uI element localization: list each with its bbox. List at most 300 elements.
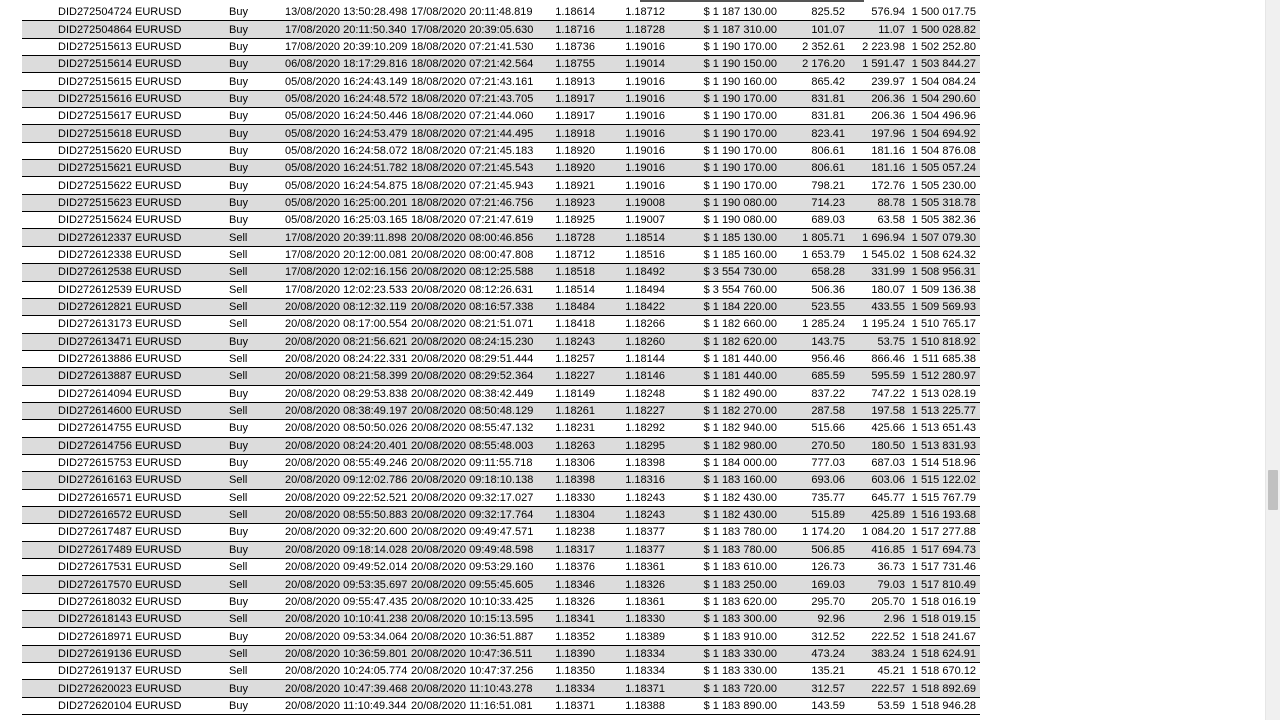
gross-profit-cell: 1 174.20 bbox=[781, 524, 849, 541]
close-price-cell: 1.18388 bbox=[601, 697, 671, 714]
gross-profit-cell: 295.70 bbox=[781, 593, 849, 610]
table-row bbox=[22, 628, 980, 645]
open-price-cell: 1.18614 bbox=[541, 4, 601, 21]
balance-cell: 1 513 651.43 bbox=[909, 420, 980, 437]
deal-id-cell: DID272615753 bbox=[22, 454, 135, 471]
symbol-cell: EURUSD bbox=[135, 489, 223, 506]
close-time-cell: 18/08/2020 07:21:47.619 bbox=[411, 212, 541, 229]
gross-profit-cell: 865.42 bbox=[781, 73, 849, 90]
deal-id-cell: DID272616571 bbox=[22, 489, 135, 506]
balance-cell: 1 513 225.77 bbox=[909, 402, 980, 419]
gross-profit-cell: 689.03 bbox=[781, 212, 849, 229]
open-price-cell: 1.18149 bbox=[541, 385, 601, 402]
open-price-cell: 1.18330 bbox=[541, 489, 601, 506]
open-time-cell: 20/08/2020 09:55:47.435 bbox=[285, 593, 411, 610]
table-row bbox=[22, 108, 980, 125]
deal-id-cell: DID272618971 bbox=[22, 628, 135, 645]
net-profit-cell: 222.52 bbox=[849, 628, 909, 645]
table-row bbox=[22, 56, 980, 73]
trade-type-cell: Buy bbox=[223, 4, 285, 21]
open-time-cell: 20/08/2020 09:53:35.697 bbox=[285, 576, 411, 593]
balance-cell: 1 508 624.32 bbox=[909, 246, 980, 263]
volume-cell: $ 1 182 490.00 bbox=[671, 385, 781, 402]
gross-profit-cell: 685.59 bbox=[781, 368, 849, 385]
volume-cell: $ 1 185 160.00 bbox=[671, 246, 781, 263]
trade-type-cell: Sell bbox=[223, 576, 285, 593]
table-row bbox=[22, 4, 980, 21]
volume-cell: $ 1 183 330.00 bbox=[671, 645, 781, 662]
open-price-cell: 1.18398 bbox=[541, 472, 601, 489]
net-profit-cell: 331.99 bbox=[849, 264, 909, 281]
gross-profit-cell: 1 653.79 bbox=[781, 246, 849, 263]
close-price-cell: 1.19016 bbox=[601, 90, 671, 107]
open-time-cell: 20/08/2020 08:17:00.554 bbox=[285, 316, 411, 333]
close-time-cell: 20/08/2020 10:47:37.256 bbox=[411, 663, 541, 680]
net-profit-cell: 1 195.24 bbox=[849, 316, 909, 333]
volume-cell: $ 1 187 310.00 bbox=[671, 21, 781, 38]
deal-id-cell: DID272515624 bbox=[22, 212, 135, 229]
close-price-cell: 1.18243 bbox=[601, 506, 671, 523]
open-time-cell: 20/08/2020 09:22:52.521 bbox=[285, 489, 411, 506]
gross-profit-cell: 169.03 bbox=[781, 576, 849, 593]
volume-cell: $ 1 181 440.00 bbox=[671, 350, 781, 367]
trade-type-cell: Buy bbox=[223, 142, 285, 159]
net-profit-cell: 603.06 bbox=[849, 472, 909, 489]
open-price-cell: 1.18736 bbox=[541, 38, 601, 55]
volume-cell: $ 1 187 130.00 bbox=[671, 4, 781, 21]
balance-cell: 1 518 892.69 bbox=[909, 680, 980, 697]
table-row bbox=[22, 385, 980, 402]
balance-cell: 1 518 670.12 bbox=[909, 663, 980, 680]
trade-type-cell: Buy bbox=[223, 177, 285, 194]
open-price-cell: 1.18261 bbox=[541, 402, 601, 419]
close-price-cell: 1.18492 bbox=[601, 264, 671, 281]
table-row bbox=[22, 559, 980, 576]
close-time-cell: 20/08/2020 08:38:42.449 bbox=[411, 385, 541, 402]
table-row bbox=[22, 576, 980, 593]
balance-cell: 1 517 731.46 bbox=[909, 559, 980, 576]
deal-id-cell: DID272617489 bbox=[22, 541, 135, 558]
vertical-scrollbar[interactable] bbox=[1265, 0, 1280, 720]
close-time-cell: 20/08/2020 09:55:45.605 bbox=[411, 576, 541, 593]
close-price-cell: 1.18361 bbox=[601, 593, 671, 610]
open-time-cell: 13/08/2020 13:50:28.498 bbox=[285, 4, 411, 21]
table-row bbox=[22, 264, 980, 281]
balance-cell: 1 516 193.68 bbox=[909, 506, 980, 523]
net-profit-cell: 1 696.94 bbox=[849, 229, 909, 246]
open-price-cell: 1.18918 bbox=[541, 125, 601, 142]
table-row bbox=[22, 177, 980, 194]
symbol-cell: EURUSD bbox=[135, 316, 223, 333]
deal-id-cell: DID272613886 bbox=[22, 350, 135, 367]
table-row bbox=[22, 420, 980, 437]
table-row bbox=[22, 281, 980, 298]
balance-cell: 1 508 956.31 bbox=[909, 264, 980, 281]
net-profit-cell: 2 223.98 bbox=[849, 38, 909, 55]
gross-profit-cell: 515.66 bbox=[781, 420, 849, 437]
balance-cell: 1 510 818.92 bbox=[909, 333, 980, 350]
open-price-cell: 1.18371 bbox=[541, 697, 601, 714]
close-time-cell: 20/08/2020 08:29:51.444 bbox=[411, 350, 541, 367]
trade-type-cell: Buy bbox=[223, 680, 285, 697]
trade-type-cell: Sell bbox=[223, 472, 285, 489]
open-time-cell: 20/08/2020 08:24:22.331 bbox=[285, 350, 411, 367]
open-price-cell: 1.18263 bbox=[541, 437, 601, 454]
gross-profit-cell: 1 285.24 bbox=[781, 316, 849, 333]
gross-profit-cell: 126.73 bbox=[781, 559, 849, 576]
table-row bbox=[22, 541, 980, 558]
gross-profit-cell: 287.58 bbox=[781, 402, 849, 419]
gross-profit-cell: 831.81 bbox=[781, 108, 849, 125]
deal-id-cell: DID272612338 bbox=[22, 246, 135, 263]
open-time-cell: 20/08/2020 10:47:39.468 bbox=[285, 680, 411, 697]
net-profit-cell: 172.76 bbox=[849, 177, 909, 194]
net-profit-cell: 645.77 bbox=[849, 489, 909, 506]
open-price-cell: 1.18341 bbox=[541, 611, 601, 628]
close-price-cell: 1.19008 bbox=[601, 194, 671, 211]
close-time-cell: 20/08/2020 08:16:57.338 bbox=[411, 298, 541, 315]
deal-id-cell: DID272616572 bbox=[22, 506, 135, 523]
table-row bbox=[22, 246, 980, 263]
trade-type-cell: Buy bbox=[223, 108, 285, 125]
trade-type-cell: Buy bbox=[223, 385, 285, 402]
open-time-cell: 05/08/2020 16:24:53.479 bbox=[285, 125, 411, 142]
deal-id-cell: DID272613887 bbox=[22, 368, 135, 385]
balance-cell: 1 518 016.19 bbox=[909, 593, 980, 610]
open-time-cell: 20/08/2020 08:50:50.026 bbox=[285, 420, 411, 437]
close-time-cell: 20/08/2020 10:15:13.595 bbox=[411, 611, 541, 628]
close-time-cell: 20/08/2020 11:10:43.278 bbox=[411, 680, 541, 697]
gross-profit-cell: 506.85 bbox=[781, 541, 849, 558]
open-price-cell: 1.18755 bbox=[541, 56, 601, 73]
close-price-cell: 1.18330 bbox=[601, 611, 671, 628]
volume-cell: $ 1 182 270.00 bbox=[671, 402, 781, 419]
net-profit-cell: 88.78 bbox=[849, 194, 909, 211]
close-price-cell: 1.18260 bbox=[601, 333, 671, 350]
table-row bbox=[22, 350, 980, 367]
net-profit-cell: 180.50 bbox=[849, 437, 909, 454]
open-price-cell: 1.18306 bbox=[541, 454, 601, 471]
volume-cell: $ 1 183 160.00 bbox=[671, 472, 781, 489]
balance-cell: 1 515 767.79 bbox=[909, 489, 980, 506]
open-time-cell: 05/08/2020 16:24:48.572 bbox=[285, 90, 411, 107]
trade-type-cell: Buy bbox=[223, 697, 285, 714]
net-profit-cell: 433.55 bbox=[849, 298, 909, 315]
deal-id-cell: DID272620104 bbox=[22, 697, 135, 714]
symbol-cell: EURUSD bbox=[135, 454, 223, 471]
open-time-cell: 20/08/2020 10:10:41.238 bbox=[285, 611, 411, 628]
open-price-cell: 1.18484 bbox=[541, 298, 601, 315]
balance-cell: 1 518 624.91 bbox=[909, 645, 980, 662]
volume-cell: $ 1 184 000.00 bbox=[671, 454, 781, 471]
open-price-cell: 1.18917 bbox=[541, 108, 601, 125]
close-price-cell: 1.19014 bbox=[601, 56, 671, 73]
symbol-cell: EURUSD bbox=[135, 177, 223, 194]
symbol-cell: EURUSD bbox=[135, 541, 223, 558]
deal-id-cell: DID272515617 bbox=[22, 108, 135, 125]
open-time-cell: 20/08/2020 10:24:05.774 bbox=[285, 663, 411, 680]
open-price-cell: 1.18514 bbox=[541, 281, 601, 298]
close-price-cell: 1.18227 bbox=[601, 402, 671, 419]
table-row bbox=[22, 160, 980, 177]
open-time-cell: 05/08/2020 16:25:03.165 bbox=[285, 212, 411, 229]
table-row bbox=[22, 472, 980, 489]
table-row bbox=[22, 437, 980, 454]
volume-cell: $ 1 190 170.00 bbox=[671, 160, 781, 177]
trade-type-cell: Buy bbox=[223, 420, 285, 437]
balance-cell: 1 512 280.97 bbox=[909, 368, 980, 385]
net-profit-cell: 239.97 bbox=[849, 73, 909, 90]
open-price-cell: 1.18728 bbox=[541, 229, 601, 246]
table-row bbox=[22, 229, 980, 246]
volume-cell: $ 3 554 730.00 bbox=[671, 264, 781, 281]
trade-history-table bbox=[22, 4, 980, 715]
symbol-cell: EURUSD bbox=[135, 576, 223, 593]
close-time-cell: 18/08/2020 07:21:44.495 bbox=[411, 125, 541, 142]
symbol-cell: EURUSD bbox=[135, 142, 223, 159]
symbol-cell: EURUSD bbox=[135, 212, 223, 229]
close-price-cell: 1.18398 bbox=[601, 454, 671, 471]
table-row bbox=[22, 593, 980, 610]
close-time-cell: 18/08/2020 07:21:41.530 bbox=[411, 38, 541, 55]
balance-cell: 1 505 057.24 bbox=[909, 160, 980, 177]
symbol-cell: EURUSD bbox=[135, 4, 223, 21]
net-profit-cell: 197.96 bbox=[849, 125, 909, 142]
close-price-cell: 1.18389 bbox=[601, 628, 671, 645]
deal-id-cell: DID272504864 bbox=[22, 21, 135, 38]
close-time-cell: 20/08/2020 08:55:48.003 bbox=[411, 437, 541, 454]
open-price-cell: 1.18518 bbox=[541, 264, 601, 281]
volume-cell: $ 1 182 430.00 bbox=[671, 489, 781, 506]
close-price-cell: 1.18295 bbox=[601, 437, 671, 454]
symbol-cell: EURUSD bbox=[135, 506, 223, 523]
net-profit-cell: 11.07 bbox=[849, 21, 909, 38]
open-price-cell: 1.18418 bbox=[541, 316, 601, 333]
gross-profit-cell: 823.41 bbox=[781, 125, 849, 142]
volume-cell: $ 1 183 330.00 bbox=[671, 663, 781, 680]
net-profit-cell: 687.03 bbox=[849, 454, 909, 471]
close-price-cell: 1.18316 bbox=[601, 472, 671, 489]
volume-cell: $ 1 182 940.00 bbox=[671, 420, 781, 437]
gross-profit-cell: 312.57 bbox=[781, 680, 849, 697]
open-time-cell: 20/08/2020 09:49:52.014 bbox=[285, 559, 411, 576]
volume-cell: $ 1 182 980.00 bbox=[671, 437, 781, 454]
open-time-cell: 20/08/2020 08:12:32.119 bbox=[285, 298, 411, 315]
close-time-cell: 18/08/2020 07:21:45.943 bbox=[411, 177, 541, 194]
close-time-cell: 18/08/2020 07:21:43.705 bbox=[411, 90, 541, 107]
balance-cell: 1 500 017.75 bbox=[909, 4, 980, 21]
balance-cell: 1 518 019.15 bbox=[909, 611, 980, 628]
symbol-cell: EURUSD bbox=[135, 697, 223, 714]
balance-cell: 1 518 241.67 bbox=[909, 628, 980, 645]
open-time-cell: 05/08/2020 16:25:00.201 bbox=[285, 194, 411, 211]
net-profit-cell: 866.46 bbox=[849, 350, 909, 367]
symbol-cell: EURUSD bbox=[135, 229, 223, 246]
table-row bbox=[22, 142, 980, 159]
trade-type-cell: Sell bbox=[223, 506, 285, 523]
open-price-cell: 1.18923 bbox=[541, 194, 601, 211]
table-row bbox=[22, 333, 980, 350]
close-price-cell: 1.18371 bbox=[601, 680, 671, 697]
open-price-cell: 1.18350 bbox=[541, 663, 601, 680]
balance-cell: 1 505 382.36 bbox=[909, 212, 980, 229]
net-profit-cell: 63.58 bbox=[849, 212, 909, 229]
volume-cell: $ 1 190 170.00 bbox=[671, 108, 781, 125]
net-profit-cell: 2.96 bbox=[849, 611, 909, 628]
close-price-cell: 1.18494 bbox=[601, 281, 671, 298]
net-profit-cell: 36.73 bbox=[849, 559, 909, 576]
close-time-cell: 20/08/2020 09:49:47.571 bbox=[411, 524, 541, 541]
symbol-cell: EURUSD bbox=[135, 194, 223, 211]
deal-id-cell: DID272515622 bbox=[22, 177, 135, 194]
symbol-cell: EURUSD bbox=[135, 663, 223, 680]
gross-profit-cell: 777.03 bbox=[781, 454, 849, 471]
close-time-cell: 20/08/2020 09:53:29.160 bbox=[411, 559, 541, 576]
symbol-cell: EURUSD bbox=[135, 593, 223, 610]
table-row bbox=[22, 506, 980, 523]
net-profit-cell: 416.85 bbox=[849, 541, 909, 558]
open-time-cell: 05/08/2020 16:24:50.446 bbox=[285, 108, 411, 125]
table-row bbox=[22, 454, 980, 471]
balance-cell: 1 517 810.49 bbox=[909, 576, 980, 593]
balance-cell: 1 505 318.78 bbox=[909, 194, 980, 211]
close-time-cell: 20/08/2020 08:12:25.588 bbox=[411, 264, 541, 281]
volume-cell: $ 1 182 620.00 bbox=[671, 333, 781, 350]
close-time-cell: 17/08/2020 20:39:05.630 bbox=[411, 21, 541, 38]
close-price-cell: 1.19016 bbox=[601, 177, 671, 194]
close-time-cell: 20/08/2020 09:11:55.718 bbox=[411, 454, 541, 471]
volume-cell: $ 1 183 780.00 bbox=[671, 541, 781, 558]
open-time-cell: 20/08/2020 09:32:20.600 bbox=[285, 524, 411, 541]
volume-cell: $ 1 190 080.00 bbox=[671, 194, 781, 211]
net-profit-cell: 45.21 bbox=[849, 663, 909, 680]
table-row bbox=[22, 489, 980, 506]
deal-id-cell: DID272515614 bbox=[22, 56, 135, 73]
trade-type-cell: Buy bbox=[223, 56, 285, 73]
close-price-cell: 1.18266 bbox=[601, 316, 671, 333]
volume-cell: $ 3 554 760.00 bbox=[671, 281, 781, 298]
volume-cell: $ 1 190 170.00 bbox=[671, 142, 781, 159]
close-price-cell: 1.18334 bbox=[601, 663, 671, 680]
table-row bbox=[22, 38, 980, 55]
net-profit-cell: 1 545.02 bbox=[849, 246, 909, 263]
volume-cell: $ 1 183 620.00 bbox=[671, 593, 781, 610]
volume-cell: $ 1 183 250.00 bbox=[671, 576, 781, 593]
table-row bbox=[22, 611, 980, 628]
scrollbar-thumb[interactable] bbox=[1268, 470, 1278, 510]
symbol-cell: EURUSD bbox=[135, 385, 223, 402]
close-price-cell: 1.19016 bbox=[601, 108, 671, 125]
symbol-cell: EURUSD bbox=[135, 160, 223, 177]
trade-type-cell: Buy bbox=[223, 593, 285, 610]
open-time-cell: 17/08/2020 20:39:10.209 bbox=[285, 38, 411, 55]
gross-profit-cell: 2 352.61 bbox=[781, 38, 849, 55]
trade-type-cell: Sell bbox=[223, 246, 285, 263]
open-price-cell: 1.18304 bbox=[541, 506, 601, 523]
deal-id-cell: DID272619136 bbox=[22, 645, 135, 662]
open-time-cell: 20/08/2020 08:29:53.838 bbox=[285, 385, 411, 402]
volume-cell: $ 1 190 080.00 bbox=[671, 212, 781, 229]
close-time-cell: 18/08/2020 07:21:42.564 bbox=[411, 56, 541, 73]
deal-id-cell: DID272617570 bbox=[22, 576, 135, 593]
deal-id-cell: DID272617487 bbox=[22, 524, 135, 541]
trade-type-cell: Sell bbox=[223, 402, 285, 419]
trade-type-cell: Buy bbox=[223, 437, 285, 454]
balance-cell: 1 502 252.80 bbox=[909, 38, 980, 55]
gross-profit-cell: 2 176.20 bbox=[781, 56, 849, 73]
deal-id-cell: DID272515618 bbox=[22, 125, 135, 142]
symbol-cell: EURUSD bbox=[135, 73, 223, 90]
volume-cell: $ 1 182 430.00 bbox=[671, 506, 781, 523]
net-profit-cell: 1 084.20 bbox=[849, 524, 909, 541]
open-price-cell: 1.18334 bbox=[541, 680, 601, 697]
open-time-cell: 17/08/2020 20:39:11.898 bbox=[285, 229, 411, 246]
table-row bbox=[22, 645, 980, 662]
open-price-cell: 1.18352 bbox=[541, 628, 601, 645]
close-time-cell: 20/08/2020 08:00:46.856 bbox=[411, 229, 541, 246]
volume-cell: $ 1 183 780.00 bbox=[671, 524, 781, 541]
balance-cell: 1 509 569.93 bbox=[909, 298, 980, 315]
net-profit-cell: 383.24 bbox=[849, 645, 909, 662]
gross-profit-cell: 693.06 bbox=[781, 472, 849, 489]
open-time-cell: 20/08/2020 08:21:56.621 bbox=[285, 333, 411, 350]
trade-type-cell: Sell bbox=[223, 298, 285, 315]
net-profit-cell: 747.22 bbox=[849, 385, 909, 402]
symbol-cell: EURUSD bbox=[135, 333, 223, 350]
balance-cell: 1 505 230.00 bbox=[909, 177, 980, 194]
gross-profit-cell: 658.28 bbox=[781, 264, 849, 281]
volume-cell: $ 1 190 170.00 bbox=[671, 90, 781, 107]
open-price-cell: 1.18326 bbox=[541, 593, 601, 610]
close-time-cell: 20/08/2020 08:55:47.132 bbox=[411, 420, 541, 437]
net-profit-cell: 197.58 bbox=[849, 402, 909, 419]
gross-profit-cell: 798.21 bbox=[781, 177, 849, 194]
close-price-cell: 1.18422 bbox=[601, 298, 671, 315]
deal-id-cell: DID272515621 bbox=[22, 160, 135, 177]
close-time-cell: 18/08/2020 07:21:43.161 bbox=[411, 73, 541, 90]
symbol-cell: EURUSD bbox=[135, 524, 223, 541]
trade-type-cell: Buy bbox=[223, 125, 285, 142]
close-price-cell: 1.18361 bbox=[601, 559, 671, 576]
close-time-cell: 20/08/2020 08:50:48.129 bbox=[411, 402, 541, 419]
volume-cell: $ 1 183 910.00 bbox=[671, 628, 781, 645]
open-price-cell: 1.18231 bbox=[541, 420, 601, 437]
gross-profit-cell: 735.77 bbox=[781, 489, 849, 506]
balance-cell: 1 513 831.93 bbox=[909, 437, 980, 454]
close-time-cell: 18/08/2020 07:21:45.543 bbox=[411, 160, 541, 177]
deal-id-cell: DID272504724 bbox=[22, 4, 135, 21]
net-profit-cell: 181.16 bbox=[849, 160, 909, 177]
trade-type-cell: Sell bbox=[223, 645, 285, 662]
balance-cell: 1 503 844.27 bbox=[909, 56, 980, 73]
deal-id-cell: DID272515623 bbox=[22, 194, 135, 211]
trade-type-cell: Sell bbox=[223, 264, 285, 281]
deal-id-cell: DID272612821 bbox=[22, 298, 135, 315]
trade-type-cell: Sell bbox=[223, 489, 285, 506]
table-row bbox=[22, 402, 980, 419]
volume-cell: $ 1 183 890.00 bbox=[671, 697, 781, 714]
open-time-cell: 17/08/2020 20:12:00.081 bbox=[285, 246, 411, 263]
balance-cell: 1 504 290.60 bbox=[909, 90, 980, 107]
close-time-cell: 20/08/2020 08:00:47.808 bbox=[411, 246, 541, 263]
table-row bbox=[22, 316, 980, 333]
symbol-cell: EURUSD bbox=[135, 246, 223, 263]
open-time-cell: 20/08/2020 09:18:14.028 bbox=[285, 541, 411, 558]
gross-profit-cell: 956.46 bbox=[781, 350, 849, 367]
table-row bbox=[22, 680, 980, 697]
open-price-cell: 1.18376 bbox=[541, 559, 601, 576]
gross-profit-cell: 714.23 bbox=[781, 194, 849, 211]
